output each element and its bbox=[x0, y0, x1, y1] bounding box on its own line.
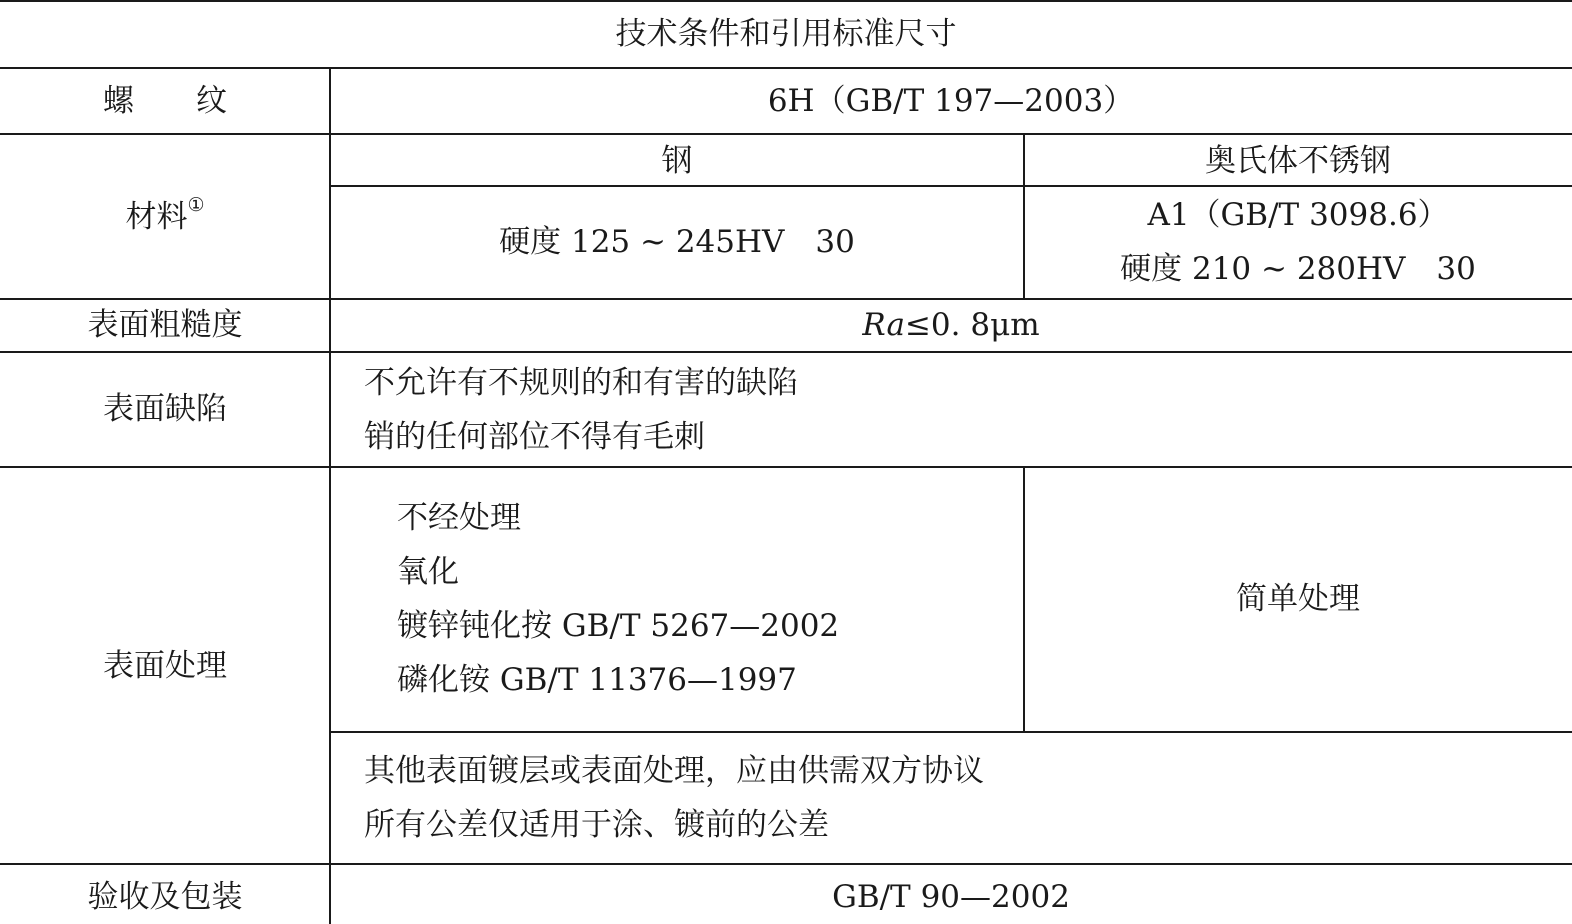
defects-line: 销的任何部位不得有毛刺 bbox=[364, 419, 705, 455]
column-divider bbox=[329, 67, 331, 924]
thread-value: 6H（GB/T 197—2003） bbox=[767, 83, 1135, 119]
roughness-value bbox=[330, 307, 1572, 343]
material-label bbox=[0, 194, 330, 235]
treatment-line: 镀锌钝化按 GB/T 5267—2002 bbox=[397, 608, 840, 644]
treatment-line: 磷化铵 GB/T 11376—1997 bbox=[397, 662, 797, 698]
treatment-note: 所有公差仅适用于涂、镀前的公差 bbox=[364, 807, 829, 843]
stainless-hardness: 硬度 210 ~ 280HV 30 bbox=[1120, 251, 1476, 287]
defects-label: 表面缺陷 bbox=[103, 391, 227, 427]
thread-label: 螺 纹 bbox=[103, 83, 227, 119]
row-divider bbox=[0, 351, 1572, 353]
acceptance-label: 验收及包装 bbox=[87, 879, 243, 915]
footnote-mark: ① bbox=[187, 194, 205, 216]
row-divider bbox=[0, 298, 1572, 300]
roughness-symbol: Ra bbox=[862, 307, 905, 343]
row-divider bbox=[330, 731, 1572, 733]
steel-header: 钢 bbox=[661, 143, 693, 179]
material-label-text: 材料 bbox=[125, 199, 188, 235]
treatment-line: 不经处理 bbox=[397, 500, 521, 536]
steel-hardness: 硬度 125 ~ 245HV 30 bbox=[499, 224, 855, 260]
stainless-grade: A1（GB/T 3098.6） bbox=[1147, 197, 1449, 233]
roughness-limit: ≤0. 8μm bbox=[904, 307, 1040, 343]
defects-line: 不允许有不规则的和有害的缺陷 bbox=[364, 365, 798, 401]
treatment-note: 其他表面镀层或表面处理，应由供需双方协议 bbox=[364, 753, 984, 789]
table-title: 技术条件和引用标准尺寸 bbox=[615, 16, 957, 52]
roughness-label: 表面粗糙度 bbox=[87, 307, 243, 343]
row-divider bbox=[330, 185, 1572, 187]
treatment-line: 氧化 bbox=[397, 554, 459, 590]
row-divider bbox=[0, 466, 1572, 468]
row-divider bbox=[0, 133, 1572, 135]
treatment-label: 表面处理 bbox=[103, 648, 227, 684]
table-top-border bbox=[0, 0, 1572, 2]
stainless-header: 奥氏体不锈钢 bbox=[1205, 143, 1391, 179]
stainless-treatment: 简单处理 bbox=[1236, 581, 1360, 617]
row-divider bbox=[0, 67, 1572, 69]
acceptance-value: GB/T 90—2002 bbox=[832, 879, 1070, 915]
row-divider bbox=[0, 863, 1572, 865]
